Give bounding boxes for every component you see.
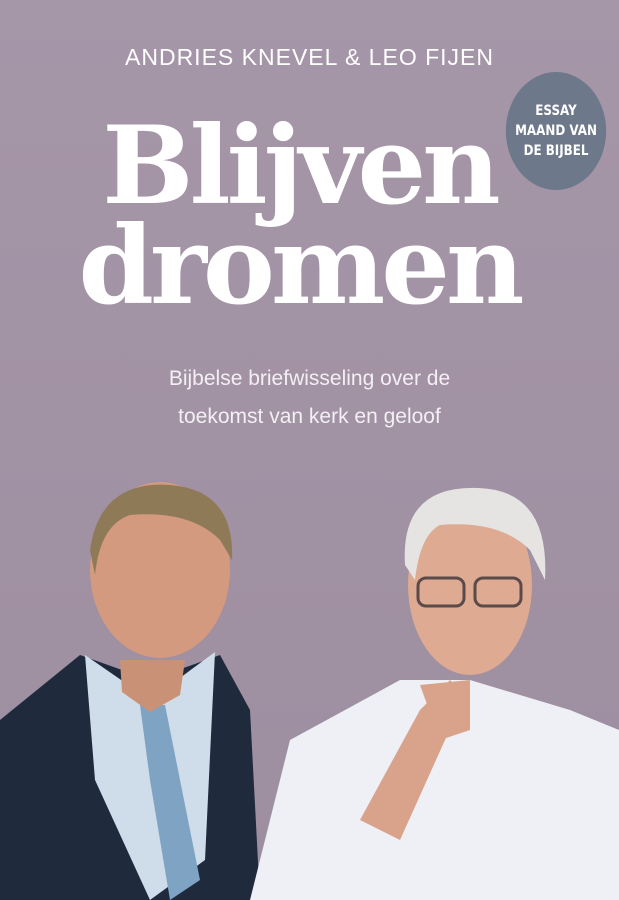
title-line-2: dromen: [78, 203, 521, 329]
subtitle-line-2: toekomst van kerk en geloof: [178, 405, 441, 428]
subtitle-line-1: Bijbelse briefwisseling over de: [168, 367, 451, 390]
subtitle: [0, 360, 619, 436]
portrait-right: [250, 488, 619, 900]
badge-line: DE BIJBEL: [523, 143, 589, 159]
author-photos: [0, 480, 619, 900]
title-line-1: Blijven: [102, 103, 497, 229]
badge-line: MAAND VAN: [515, 123, 597, 139]
badge-line: ESSAY: [535, 103, 577, 119]
portrait-left: [0, 482, 260, 900]
authors: ANDRIES KNEVEL & LEO FIJEN: [125, 44, 494, 70]
